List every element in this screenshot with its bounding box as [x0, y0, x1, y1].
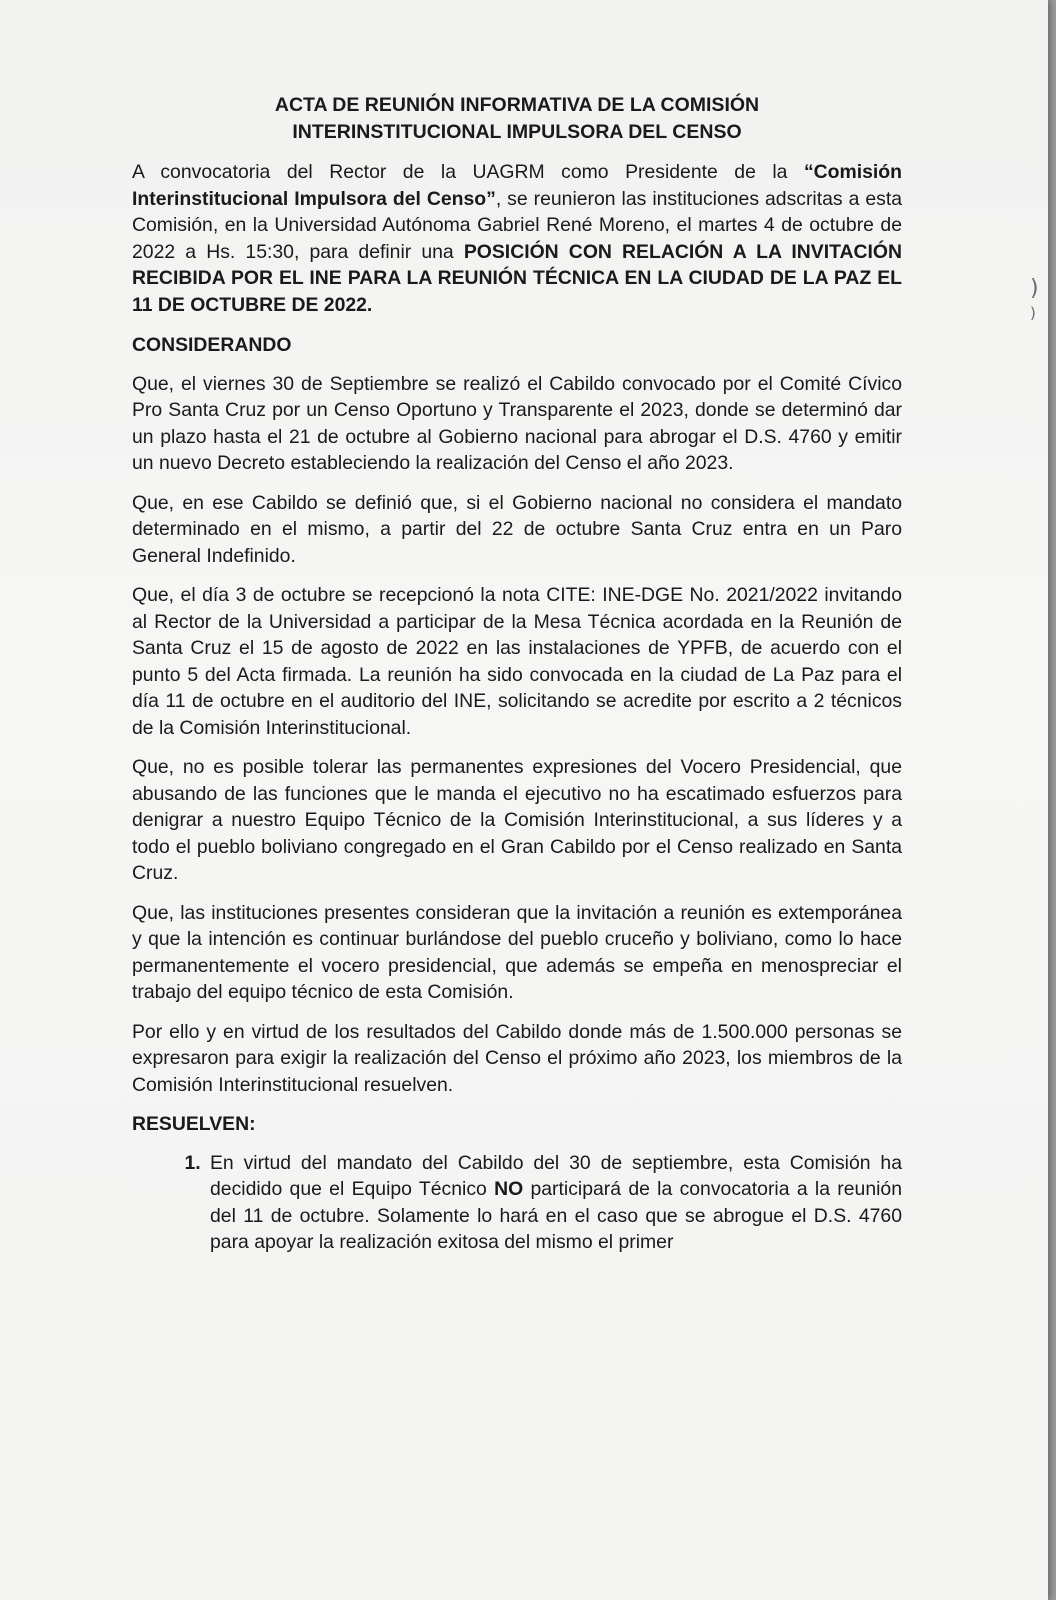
- considerando-paragraph: Que, el día 3 de octubre se recepcionó la nota CITE: INE-DGE No. 2021/2022 invitando al Rector de la Universidad a participar de la Mesa Técnica acordada en la Reunión de Santa Cruz el 15 de agosto de 2022 en las instalaciones de YPFB, de acuerdo con el punto 5 del Acta firmada. La reunión ha sido convocada en la ciudad de La Paz para el día 11 de octubre en el auditorio del INE, solicitando se acredite por escrito a 2 técnicos de la Comisión Interinstitucional.: [132, 584, 902, 739]
- intro-text-1: A convocatoria del Rector de la UAGRM como Presidente de la: [132, 161, 804, 183]
- document-title: [132, 92, 902, 146]
- edge-parenthesis-mark: ): [1030, 276, 1039, 301]
- considerando-paragraph: Que, no es posible tolerar las permanentes expresiones del Vocero Presidencial, que abusando de las funciones que le manda el ejecutivo no ha escatimado esfuerzos para denigrar a nuestro Equipo Técnico de la Comisión Interinstitucional, a sus líderes y a todo el pueblo boliviano congregado en el Gran Cabildo por el Censo realizado en Santa Cruz.: [132, 756, 902, 884]
- document-body: [132, 92, 902, 1256]
- intro-text-2: , se reunieron las instituciones adscritas a esta Comisión, en la Universidad Autónoma Gabriel René Moreno, el martes 4 de octubre de 2022 a Hs. 15:30, para definir una: [132, 187, 903, 263]
- resuelven-heading: RESUELVEN:: [132, 1113, 256, 1135]
- title-line-1: ACTA DE REUNIÓN INFORMATIVA DE LA COMISIÓN: [274, 94, 760, 116]
- resolution-list: [132, 1150, 902, 1256]
- considerando-paragraph: Que, las instituciones presentes consideran que la invitación a reunión es extemporánea y que la intención es continuar burlándose del pueblo cruceño y boliviano, como lo hace permanentemente el vocero presidencial, que además se empeña en menospreciar el trabajo del equipo técnico de esta Comisión.: [132, 901, 902, 1003]
- resolution-no-emphasis: NO: [494, 1178, 524, 1200]
- intro-paragraph: [132, 159, 902, 318]
- considerando-paragraph: Por ello y en virtud de los resultados del Cabildo donde más de 1.500.000 personas se expresaron para exigir la realización del Censo el próximo año 2023, los miembros de la Comisión Interinstitucional resuelven.: [132, 1020, 902, 1096]
- considerando-paragraph: Que, el viernes 30 de Septiembre se realizó el Cabildo convocado por el Comité Cívico Pro Santa Cruz por un Censo Oportuno y Transparente el 2023, donde se determinó dar un plazo hasta el 21 de octubre al Gobierno nacional para abrogar el D.S. 4760 y emitir un nuevo Decreto estableciendo la realización del Censo el año 2023.: [132, 372, 902, 474]
- edge-parenthesis-mark: ): [1030, 304, 1036, 322]
- considerando-paragraph: Que, en ese Cabildo se definió que, si el Gobierno nacional no considera el mandato determinado en el mismo, a partir del 22 de octubre Santa Cruz entra en un Paro General Indefinido.: [132, 491, 902, 567]
- resolution-text-2: participará de la convocatoria a la reunión del 11 de octubre. Solamente lo hará en el caso que se abrogue el D.S. 4760 para apoyar la realización exitosa del mismo el primer: [210, 1178, 902, 1253]
- resolution-text-1: En virtud del mandato del Cabildo del 30 de septiembre, esta Comisión ha decidido que el Equipo Técnico: [210, 1151, 902, 1200]
- title-line-2: INTERINSTITUCIONAL IMPULSORA DEL CENSO: [292, 121, 742, 143]
- considerando-heading: CONSIDERANDO: [132, 334, 292, 356]
- intro-position-statement: POSICIÓN CON RELACIÓN A LA INVITACIÓN RECIBIDA POR EL INE PARA LA REUNIÓN TÉCNICA EN LA CIUDAD DE LA PAZ EL 11 DE OCTUBRE DE 2022.: [132, 240, 902, 316]
- intro-commission-name: “Comisión Interinstitucional Impulsora del Censo”: [132, 161, 902, 210]
- resolution-item-1: [206, 1150, 902, 1256]
